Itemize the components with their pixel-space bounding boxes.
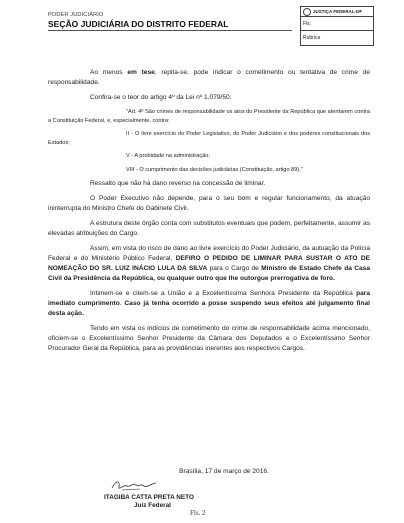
handwritten-signature xyxy=(110,478,158,492)
stamp-title xyxy=(301,7,373,17)
p7-suspension: Caso já tenha ocorrido a posse suspendo seus efeitos até julgamento final desta ação. xyxy=(48,300,370,317)
stamp-rubrica-row xyxy=(301,31,373,44)
p6-ruling: DEFIRO O PEDIDO DE LIMINAR PARA SUSTAR O ATO DE NOMEAÇÃO DO SR. LUIZ INÁCIO LULA DA SILVA xyxy=(48,255,370,272)
p6-office: Ministro de Estado Chefe da Casa Civil da Presidência da República, ou qualquer outro que lhe outorgue prerrogativa de foro. xyxy=(48,265,370,282)
judge-name: ITAGIBA CATTA PRETA NETO xyxy=(104,494,194,501)
header-rule xyxy=(48,30,292,31)
document-body xyxy=(48,68,370,359)
court-stamp xyxy=(300,6,374,46)
emblem-icon xyxy=(303,8,311,16)
header-section: SEÇÃO JUDICIÁRIA DO DISTRITO FEDERAL xyxy=(48,19,229,29)
quote-1: "Art. 4º São crimes de responsabilidade os atos do Presidente da República que atentarem contra a Constituição Federal, e, especialmente, contra: xyxy=(48,109,370,124)
header-org: PODER JUDICIÁRIO xyxy=(48,12,104,18)
p7-emphasis: para imediato cumprimento xyxy=(48,290,370,307)
paragraph-4: O Poder Executivo não depende, para o seu bom e regular funcionamento, da atuação ininterrupta do Ministro Chefe do Gabinete Civil. xyxy=(48,195,370,212)
stamp-title-text: JUSTIÇA FEDERAL-DF xyxy=(313,9,363,14)
quote-3: V - A probidade na administração; xyxy=(126,153,210,159)
p1-text-c: , repita-se, pode indicar o cometimento ou tentativa de crime de responsabilidade. xyxy=(48,69,370,86)
quote-2: II - O livre exercício do Poder Legislativo, do Poder Judiciário e dos poderes constitucionais dos Estados; xyxy=(48,131,370,146)
p6-text-a: Assim, em vista do risco de dano ao livre exercício do Poder Judiciário, da autuação da Polícia Federal e do Ministério Público Federal, xyxy=(48,245,370,262)
p7-text-a: Intimem-se e citem-se a União e a Excelentíssima Senhora Presidente da República xyxy=(90,290,357,297)
quote-4: VIII - O cumprimento das decisões judiciárias (Constituição, artigo 89)." xyxy=(126,166,303,173)
p6-text-c: para o Cargo de xyxy=(207,265,262,272)
paragraph-7 xyxy=(48,289,370,319)
page-number: Fls. 2 xyxy=(190,509,206,517)
paragraph-6 xyxy=(48,244,370,284)
paragraph-2: Confira-se o teor do artigo 4º da Lei nº 1.079/50: xyxy=(90,94,232,101)
paragraph-5: A estrutura deste órgão conta com substitutos eventuais que podem, perfeitamente, assumir as elevadas atribuições do Cargo. xyxy=(48,220,370,237)
p7-text-c: . xyxy=(119,300,125,307)
paragraph-1 xyxy=(48,68,370,88)
signature-block xyxy=(48,468,370,509)
judge-role: Juiz Federal xyxy=(134,502,171,509)
stamp-fls-label: Fls. xyxy=(303,20,312,27)
paragraph-3: Ressalto que não há dano reverso na concessão de liminar. xyxy=(90,180,266,187)
p1-emphasis: em tese xyxy=(127,69,155,76)
paragraph-8: Tendo em vista os indícios de cometimento do crime de responsabilidade acima mencionado, oficiem-se o Excelentíssimo Senhor Presidente da Câmara dos Deputados e o Excelentíssimo Senhor Procurador Geral da República, para as providências inerentes aos respectivos Cargos. xyxy=(48,325,370,352)
p1-text-a: Ao menos xyxy=(90,69,128,76)
stamp-rubrica-label: Rubrica xyxy=(303,34,321,41)
stamp-fls-row xyxy=(301,17,373,31)
date-line: Brasília, 17 de março de 2016. xyxy=(179,468,269,475)
